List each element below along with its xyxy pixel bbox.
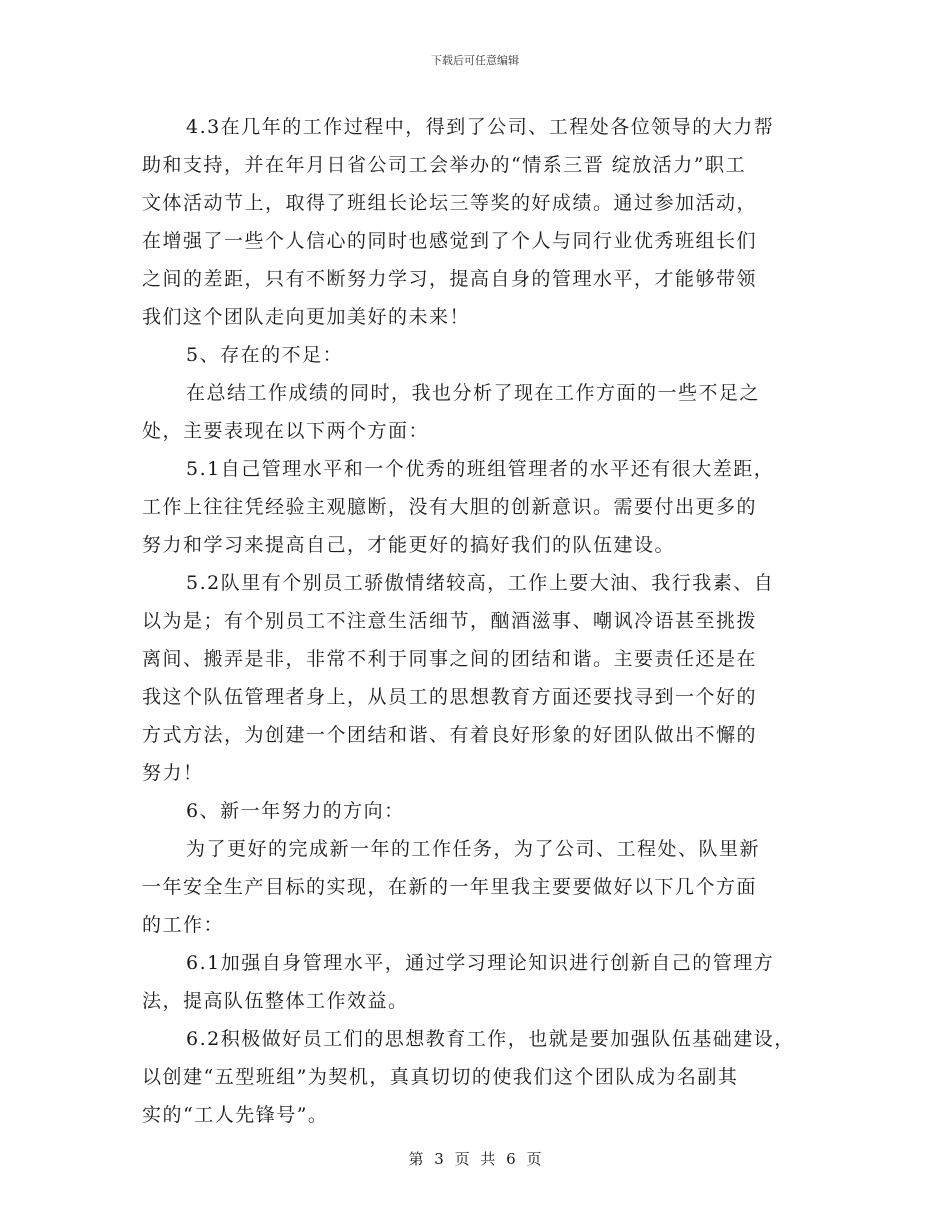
document-body — [142, 108, 822, 1134]
text-line: 的工作： — [142, 914, 225, 936]
text-line: 离间、搬弄是非，非常不利于同事之间的团结和谐。主要责任还是在 — [142, 648, 758, 670]
text-line: 处，主要表现在以下两个方面： — [142, 420, 430, 442]
text-line: 6.2积极做好员工们的思想教育工作，也就是要加强队伍基础建设， — [186, 1028, 795, 1050]
text-line: 为了更好的完成新一年的工作任务，为了公司、工程处、队里新 — [186, 838, 761, 860]
text-line: 之间的差距，只有不断努力学习，提高自身的管理水平，才能够带领 — [142, 268, 758, 290]
text-line: 6.1加强自身管理水平，通过学习理论知识进行创新自己的管理方 — [186, 952, 775, 974]
text-line: 以为是；有个别员工不注意生活细节，酗酒滋事、嘲讽冷语甚至挑拨 — [142, 610, 758, 632]
text-line: 实的“工人先锋号”。 — [142, 1104, 329, 1126]
text-line: 5.2队里有个别员工骄傲情绪较高，工作上要大油、我行我素、自 — [186, 572, 775, 594]
page-number-footer: 第 3 页 共 6 页 — [408, 1150, 542, 1168]
text-line: 在增强了一些个人信心的同时也感觉到了个人与同行业优秀班组长们 — [142, 230, 758, 252]
text-line: 以创建“五型班组”为契机，真真切切的使我们这个团队成为名副其 — [142, 1066, 739, 1088]
text-line: 努力！ — [142, 762, 204, 784]
text-line: 助和支持，并在年月日省公司工会举办的“情系三晋 绽放活力”职工 — [142, 154, 746, 176]
text-line: 我这个队伍管理者身上，从员工的思想教育方面还要找寻到一个好的 — [142, 686, 758, 708]
text-line: 4.3在几年的工作过程中，得到了公司、工程处各位领导的大力帮 — [186, 116, 775, 138]
text-line: 一年安全生产目标的实现，在新的一年里我主要要做好以下几个方面 — [142, 876, 758, 898]
text-line: 方式方法，为创建一个团结和谐、有着良好形象的好团队做出不懈的 — [142, 724, 758, 746]
text-line: 在总结工作成绩的同时，我也分析了现在工作方面的一些不足之 — [186, 382, 761, 404]
text-line: 6、新一年努力的方向： — [186, 800, 405, 822]
text-line: 5、存在的不足： — [186, 344, 344, 366]
text-line: 5.1自己管理水平和一个优秀的班组管理者的水平还有很大差距， — [186, 458, 775, 480]
text-line: 我们这个团队走向更加美好的未来！ — [142, 306, 471, 328]
text-line: 法，提高队伍整体工作效益。 — [142, 990, 409, 1012]
text-line: 文体活动节上，取得了班组长论坛三等奖的好成绩。通过参加活动， — [142, 192, 758, 214]
text-line: 努力和学习来提高自己，才能更好的搞好我们的队伍建设。 — [142, 534, 676, 556]
text-line: 工作上往往凭经验主观臆断，没有大胆的创新意识。需要付出更多的 — [142, 496, 758, 518]
page-header-note: 下载后可任意编辑 — [431, 54, 519, 67]
